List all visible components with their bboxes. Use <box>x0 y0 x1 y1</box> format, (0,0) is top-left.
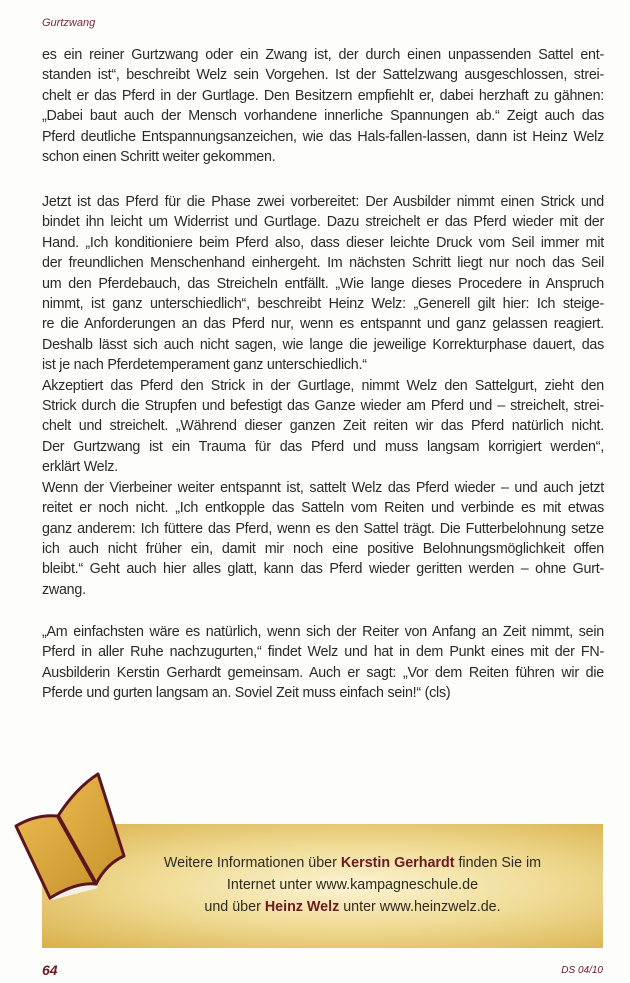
text-line: reitet er noch nicht. „Ich entkopple das Satteln vom Reiten und verbinde es mit etwas <box>42 500 604 517</box>
info-text: und über <box>204 899 265 915</box>
paragraph-3 <box>42 622 604 704</box>
text-line: Deshalb lässt sich auch nicht sagen, wie lange die jeweilige Korrekturphase dauert, das <box>42 336 604 353</box>
info-box-text <box>102 852 603 918</box>
name-heinz-welz: Heinz Welz <box>264 899 340 915</box>
info-text: Weitere Informationen über <box>163 855 341 871</box>
paragraph-1 <box>42 45 604 167</box>
info-url-line: Internet unter www.kampagneschule.de <box>226 877 479 893</box>
text-line: Wenn der Vierbeiner weiter entspannt ist, sattelt Welz das Pferd wieder – und auch jetzt <box>42 479 604 496</box>
text-line: bleibt.“ Geht auch hier alles glatt, kann das Pferd wieder geritten werden – ohne Gurt- <box>42 561 604 578</box>
info-text: finden Sie im <box>454 855 542 871</box>
text-line: um den Pferdebauch, das Streicheln entfällt. „Wie lange dieses Procedere in Anspruch <box>42 275 604 292</box>
text-line: chelt und streichelt. „Während dieser ganzen Zeit reiten wir das Pferd natürlich nicht. <box>42 418 604 435</box>
text-line: chelt er das Pferd in der Gurtlage. Den Besitzern empfiehlt er, dabei herzhaft zu gähnen: <box>42 87 604 104</box>
text-line: der freundlichen Menschenhand einhergeht. Im nächsten Schritt liegt nur noch das Seil <box>42 255 604 272</box>
text-line: ganz anderem: Ich füttere das Pferd, wenn es den Sattel trägt. Die Futterbelohnung setze <box>42 520 604 537</box>
text-line: erklärt Welz. <box>42 459 118 476</box>
text-line: „Am einfachsten wäre es natürlich, wenn sich der Reiter von Anfang an Zeit nimmt, sein <box>42 624 604 640</box>
text-line: standen ist“, beschreibt Welz sein Vorgehen. Ist der Sattelzwang ausgeschlossen, strei- <box>42 67 604 84</box>
info-text: unter www.heinzwelz.de. <box>339 899 501 915</box>
section-header: Gurtzwang <box>42 17 96 29</box>
text-line: es ein reiner Gurtzwang oder ein Zwang ist, der durch einen unpassenden Sattel ent- <box>42 47 604 63</box>
issue-label: DS 04/10 <box>561 965 603 976</box>
text-line: Ausbilderin Kerstin Gerhardt gemeinsam. Auch er sagt: „Vor dem Reiten führen wir die <box>42 664 604 681</box>
text-line: Pferd in aller Ruhe nachzugurten,“ findet Welz und hat in dem Punkt eines mit der FN- <box>42 644 604 661</box>
text-line: Pferd deutliche Entspannungsanzeichen, wie das Hals-fallen-lassen, dann ist Heinz Welz <box>42 128 604 145</box>
text-line: Jetzt ist das Pferd für die Phase zwei vorbereitet: Der Ausbilder nimmt einen Strick und <box>42 194 604 210</box>
text-line: Der Gurtzwang ist ein Trauma für das Pferd und muss langsam korrigiert werden“, <box>42 438 604 455</box>
text-line: bindet ihn leicht um Widerrist und Gurtlage. Dazu streichelt er das Pferd wieder mit der <box>42 214 604 231</box>
text-line: „Dabei baut auch der Mensch vorhandene innerliche Spannungen ab.“ Zeigt auch das <box>42 108 604 125</box>
open-book-icon <box>6 764 130 904</box>
text-line: schon einen Schritt weiter gekommen. <box>42 149 276 166</box>
text-line: nimmt, ist ganz unterschiedlich“, beschreibt Heinz Welz: „Generell gilt hier: Ich steige- <box>42 296 604 313</box>
name-kerstin-gerhardt: Kerstin Gerhardt <box>340 855 455 871</box>
text-line: re die Anforderungen an das Pferd nur, wenn es entspannt und ganz gelassen reagiert. <box>42 316 604 333</box>
text-line: ist je nach Pferdetemperament ganz unterschiedlich.“ <box>42 357 367 374</box>
page-number: 64 <box>42 962 58 978</box>
text-line: ich auch nicht früher ein, damit mir noch eine positive Belohnungsmöglichkeit offen <box>42 540 604 557</box>
text-line: Strick durch die Strupfen und befestigt das Ganze wieder am Pferd und – streichelt, strei- <box>42 398 604 415</box>
paragraph-2 <box>42 192 604 600</box>
text-line: Akzeptiert das Pferd den Strick in der Gurtlage, nimmt Welz den Sattelgurt, zieht den <box>42 377 604 394</box>
text-line: Pferde und gurten langsam an. Soviel Zeit muss einfach sein!“ (cls) <box>42 685 451 702</box>
text-line: zwang. <box>42 581 86 598</box>
text-line: Hand. „Ich konditioniere beim Pferd also, dass dieser leichte Druck vom Seil immer mit <box>42 234 604 251</box>
